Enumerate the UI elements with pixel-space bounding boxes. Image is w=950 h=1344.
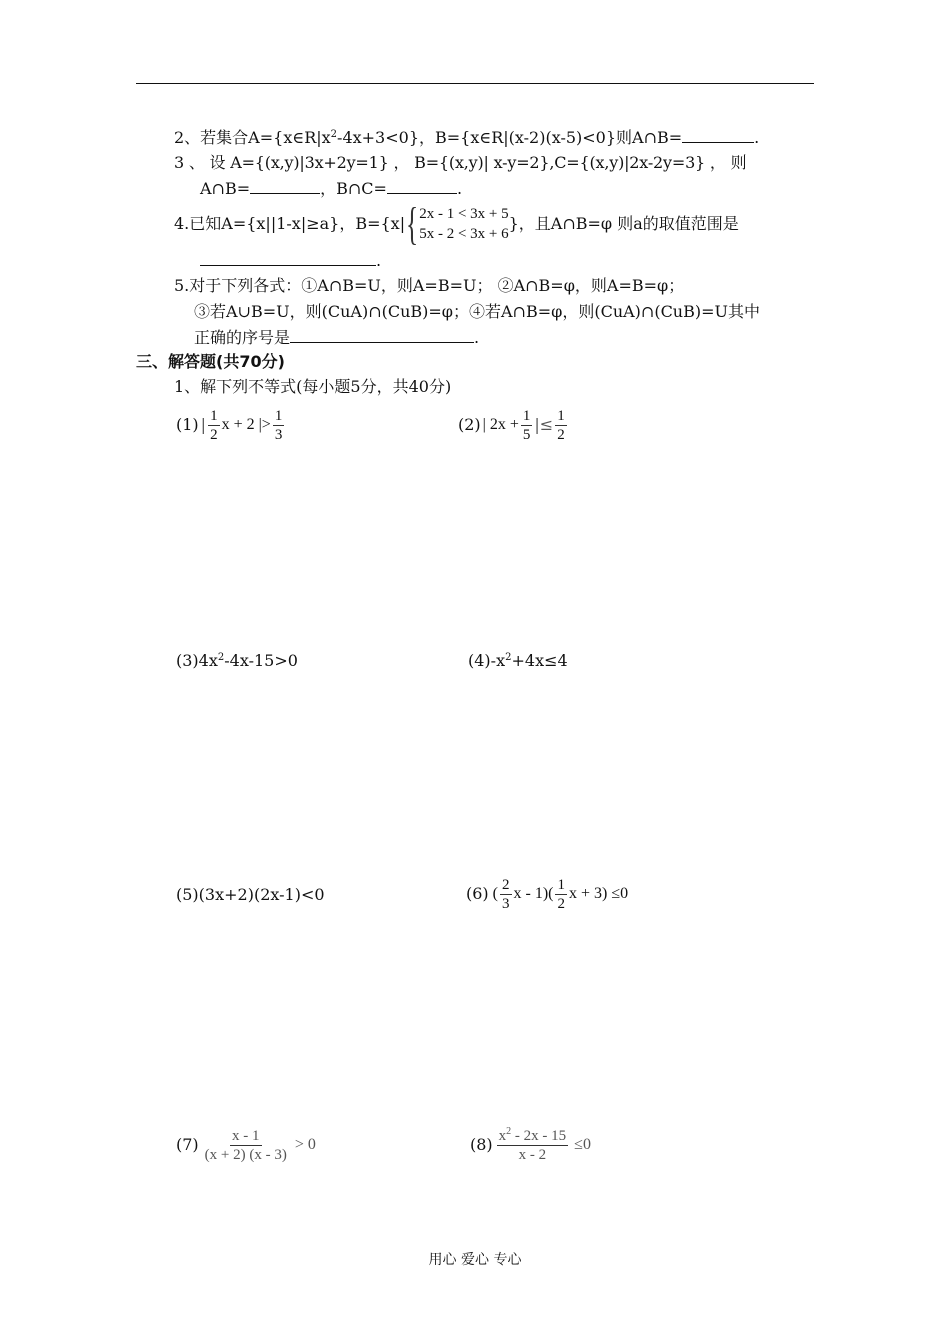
fraction: $\frac{2}{3}$ [502,876,510,912]
fraction: $\frac{1}{3}$ [274,407,283,443]
inequality-4: $(4)-x^2+4x\le 4$ [468,651,568,670]
problem-3-line-1: 3 、 设 A={(x,y)|3x+2y=1} ， B={(x,y)| x-y=2},C={(x,y)|2x-2y=3} ， 则 [174,153,747,172]
question-1-heading: 1、解下列不等式(每小题5分，共40分) [174,377,452,396]
equation-system: { 2x - 1 < 3x + 5 5x - 2 < 3x + 6 [406,198,509,249]
problem-5-line-1: 5.对于下列各式：①A∩B=U，则A=B=U； ②A∩B=φ，则A=B=φ； [174,276,685,295]
inequality-1: (1) | $\frac{1}{2}$ x + 2 |> $\frac{1}{3}$ [176,407,283,443]
problem-5-line-3: 正确的序号是 . [194,328,480,347]
section-heading: 三、解答题(共70分) [136,352,285,371]
fraction: $\frac{x^2 - 2x - 15}{x - 2}$ [498,1125,567,1163]
page-footer: 用心 爱心 专心 [428,1252,522,1268]
fraction: $\frac{1}{2}$ [210,407,218,443]
inequality-8: (8) $\frac{x^2 - 2x - 15}{x - 2}$ ≤0 [470,1125,591,1163]
inequality-5: (5)(3x+2)(2x-1)<0 [176,885,325,904]
problem-4: 4.已知A={x||1-x|≥a}，B={x| { 2x - 1 < 3x + 5 5x - 2 < 3x + 6 }，且A∩B=φ 则a的取值范围是 [174,198,739,249]
answer-blank[interactable] [290,328,474,343]
answer-blank[interactable] [387,179,457,194]
problem-5-line-2: ③若A∪B=U，则(CuA)∩(CuB)=φ；④若A∩B=φ，则(CuA)∩(CuB)=U其中 [194,302,761,321]
fraction: $\frac{1}{5}$ [522,407,531,443]
inequality-7: (7) $\frac{x - 1}{(x + 2) (x - 3)}$ > 0 [176,1127,316,1163]
fraction: $\frac{1}{2}$ [557,876,565,912]
problem-3-line-2: A∩B= ，B∩C= . [200,179,463,198]
answer-blank[interactable] [200,251,376,266]
fraction: $\frac{1}{2}$ [557,407,565,443]
answer-blank[interactable] [250,179,320,194]
inequality-2: (2) | 2x + $\frac{1}{5}$ |≤ $\frac{1}{2}$ [458,407,565,443]
problem-4-answer-line: . [200,251,381,271]
fraction: $\frac{x - 1}{(x + 2) (x - 3)}$ [204,1127,287,1163]
problem-2: 2、若集合$A=\{x\in R|x^2-4x+3<0\}$，B={x∈R|(x-2)(x-5)<0}则A∩B= . [174,128,760,147]
inequality-6: (6) ( $\frac{2}{3}$ x - 1)( $\frac{1}{2}$ x + 3) ≤0 [466,876,629,912]
header-rule [136,83,814,84]
inequality-3: $(3)4x^2-4x-15>0$ [176,651,298,670]
answer-blank[interactable] [682,128,754,143]
